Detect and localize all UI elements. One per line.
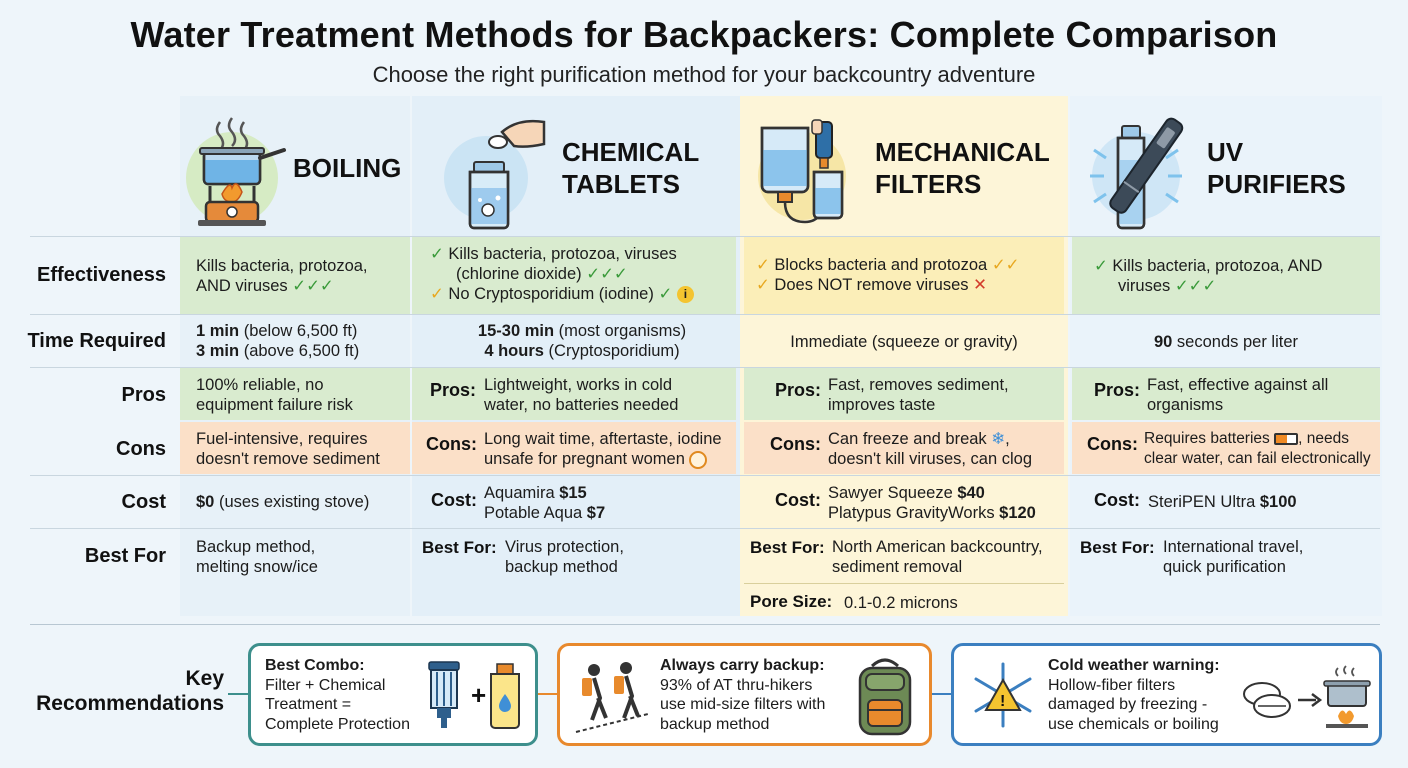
triple-check-icon: ✓✓✓ (1174, 277, 1217, 295)
row-separator (30, 528, 1380, 529)
mechanical-best-label: Best For: (750, 538, 825, 557)
battery-icon (1274, 433, 1298, 445)
mechanical-pros-label: Pros: (775, 380, 822, 400)
boiling-cost: $0 (uses existing stove) (196, 493, 370, 511)
double-yellow-check-icon: ✓✓ (991, 256, 1020, 274)
snowflake-warning-icon (968, 660, 1038, 735)
chemical-time: 15-30 min (most organisms) 4 hours (Cryptosporidium) (477, 322, 687, 360)
connector-line (537, 693, 559, 695)
chemical-name-line1: CHEMICAL (562, 137, 700, 167)
uv-pros-label: Pros: (1094, 380, 1141, 400)
pot-on-stove-icon (180, 110, 290, 226)
pore-separator (744, 583, 1064, 584)
chemical-effectiveness: ✓ Kills bacteria, protozoa, viruses (chlorine dioxide) ✓✓✓ ✓ No Cryptosporidium (iodine) ✓ i (430, 244, 694, 304)
boiling-cons: Fuel-intensive, requires doesn't remove sediment (196, 430, 380, 468)
check-icon: ✓ (1094, 257, 1108, 275)
triple-check-icon: ✓✓✓ (292, 277, 334, 295)
row-label-time: Time Required (27, 330, 166, 352)
chemical-cost: Aquamira $15 Potable Aqua $7 (484, 484, 606, 522)
mechanical-cons-label: Cons: (770, 434, 821, 454)
row-label-cost: Cost (121, 491, 166, 513)
mechanical-pros: Fast, removes sediment, improves taste (828, 376, 1009, 414)
check-icon: ✓ (658, 285, 673, 303)
mechanical-best-for: North American backcountry, sediment removal (832, 538, 1043, 576)
row-separator (30, 314, 1380, 315)
backpack-icon (850, 656, 920, 743)
row-separator (30, 236, 1380, 237)
row-separator (30, 367, 1380, 368)
uv-cons-label: Cons: (1087, 434, 1138, 454)
boiling-effectiveness: Kills bacteria, protozoa, AND viruses ✓✓✓ (196, 257, 368, 295)
chemical-cost-label: Cost: (431, 490, 477, 510)
yellow-check-icon: ✓ (756, 276, 770, 294)
uv-effectiveness: ✓ Kills bacteria, protozoa, AND viruses ✓✓✓ (1094, 257, 1323, 295)
uv-name-line1: UV (1207, 137, 1244, 167)
chemical-best-label: Best For: (422, 538, 497, 557)
mechanical-time: Immediate (squeeze or gravity) (790, 333, 1018, 351)
mechanical-cost: Sawyer Squeeze $40 Platypus GravityWorks $120 (828, 484, 1036, 522)
filter-plus-chemical-icon (427, 660, 527, 741)
best-combo-card: Best Combo: Filter + Chemical Treatment = Complete Protection + (248, 643, 538, 746)
boiling-best-for: Backup method, melting snow/ice (196, 538, 318, 576)
uv-cost: SteriPEN Ultra $100 (1148, 493, 1297, 511)
boiling-header (180, 100, 410, 232)
page-title: Water Treatment Methods for Backpackers: Complete Comparison (130, 14, 1278, 55)
triple-check-icon: ✓✓✓ (586, 265, 628, 283)
uv-best-label: Best For: (1080, 538, 1155, 557)
chemical-pros: Lightweight, works in cold water, no batteries needed (484, 376, 679, 414)
chemical-header (440, 100, 740, 232)
chemical-pros-label: Pros: (430, 380, 477, 400)
uv-pen-icon (1082, 110, 1192, 226)
tablets-to-pot-icon (1240, 664, 1376, 735)
uv-pros: Fast, effective against all organisms (1147, 376, 1329, 414)
x-icon: ✕ (973, 276, 987, 294)
chemical-name-line2: TABLETS (562, 169, 680, 199)
uv-name-line2: PURIFIERS (1207, 169, 1346, 199)
snowflake-icon: ❄ (991, 430, 1006, 448)
connector-line (930, 693, 952, 695)
row-label-effectiveness: Effectiveness (37, 264, 166, 286)
mechanical-cons: Can freeze and break ❄, doesn't kill viruses, can clog (828, 430, 1032, 468)
row-label-pros: Pros (121, 384, 166, 406)
boiling-name: BOILING (293, 153, 402, 183)
mechanical-name-line1: MECHANICAL (875, 137, 1050, 167)
uv-time: 90 seconds per liter (1153, 333, 1298, 351)
svg-text:+: + (471, 680, 487, 710)
always-carry-backup-card: Always carry backup: 93% of AT thru-hikers use mid-size filters with backup method (557, 643, 932, 746)
yellow-check-icon: ✓ (756, 256, 770, 274)
uv-cost-label: Cost: (1094, 490, 1140, 510)
row-label-best-for: Best For (84, 545, 166, 567)
chemical-cons-label: Cons: (426, 434, 477, 454)
uv-header (1082, 100, 1382, 232)
yellow-check-icon: ✓ (430, 285, 444, 303)
key-recommendations-heading: Key Recommendations (36, 667, 224, 715)
boiling-pros: 100% reliable, no equipment failure risk (196, 376, 353, 414)
mechanical-header (750, 100, 1060, 232)
connector-line (228, 693, 250, 695)
check-icon: ✓ (430, 245, 444, 263)
cold-weather-warning-card: ! Cold weather warning: Hollow-fiber filters damaged by freezing - use chemicals or boiling (951, 643, 1382, 746)
mechanical-pore-label: Pore Size: (750, 592, 833, 611)
uv-best-for: International travel, quick purification (1163, 538, 1304, 576)
tablet-bottle-icon (440, 110, 550, 226)
page-subtitle: Choose the right purification method for your backcountry adventure (372, 62, 1036, 87)
mechanical-effectiveness: ✓ Blocks bacteria and protozoa ✓✓ ✓ Does NOT remove viruses ✕ (756, 256, 1020, 294)
row-label-cons: Cons (116, 438, 166, 460)
info-icon: i (677, 286, 694, 303)
hikers-icon (572, 660, 652, 741)
mechanical-name-line2: FILTERS (875, 169, 982, 199)
squeeze-filter-icon (750, 110, 860, 226)
row-separator (30, 475, 1380, 476)
boiling-time: 1 min (below 6,500 ft) 3 min (above 6,500 ft) (196, 322, 360, 360)
mechanical-pore-size: 0.1-0.2 microns (844, 594, 958, 612)
uv-cons: Requires batteries , needs clear water, can fail electronically (1144, 430, 1371, 467)
recommendations-divider (30, 624, 1380, 625)
chemical-best-for: Virus protection, backup method (505, 538, 624, 576)
chemical-cons: Long wait time, aftertaste, iodine unsafe for pregnant women (484, 430, 722, 468)
svg-text:!: ! (1000, 693, 1006, 710)
mechanical-cost-label: Cost: (775, 490, 821, 510)
pregnant-warning-icon (689, 451, 707, 469)
